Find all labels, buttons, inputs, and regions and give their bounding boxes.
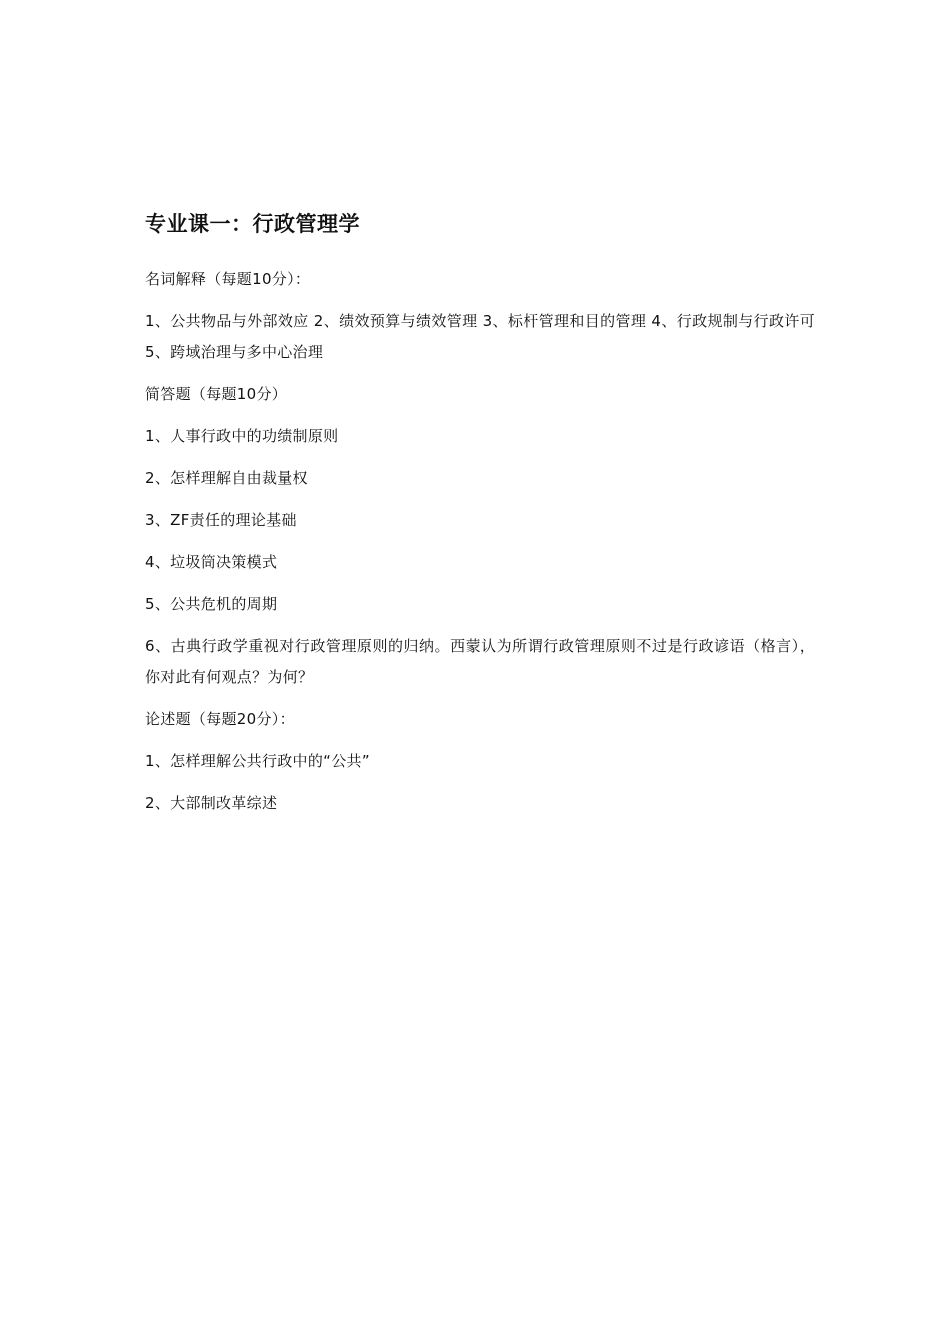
essay-heading: 论述题（每题20分）：	[145, 710, 295, 728]
short-answer-item: 6、古典行政学重视对行政管理原则的归纳。西蒙认为所谓行政管理原则不过是行政谚语（格言），你对此有何观点？为何？	[145, 637, 815, 686]
document-page	[145, 208, 815, 830]
essay-item: 2、大部制改革综述	[145, 794, 278, 812]
short-answer-heading: 简答题（每题10分）	[145, 385, 288, 403]
document-title: 专业课一：行政管理学	[145, 212, 360, 236]
short-answer-item: 5、公共危机的周期	[145, 595, 278, 613]
short-answer-item: 3、ZF责任的理论基础	[145, 511, 297, 529]
short-answer-item: 4、垃圾筒决策模式	[145, 553, 278, 571]
terms-heading: 名词解释（每题10分）：	[145, 270, 311, 288]
short-answer-item: 2、怎样理解自由裁量权	[145, 469, 308, 487]
short-answer-item: 1、人事行政中的功绩制原则	[145, 427, 339, 445]
essay-item: 1、怎样理解公共行政中的“公共”	[145, 752, 370, 770]
terms-text: 1、公共物品与外部效应 2、绩效预算与绩效管理 3、标杆管理和目的管理 4、行政规制与行政许可 5、跨域治理与多中心治理	[145, 312, 815, 361]
